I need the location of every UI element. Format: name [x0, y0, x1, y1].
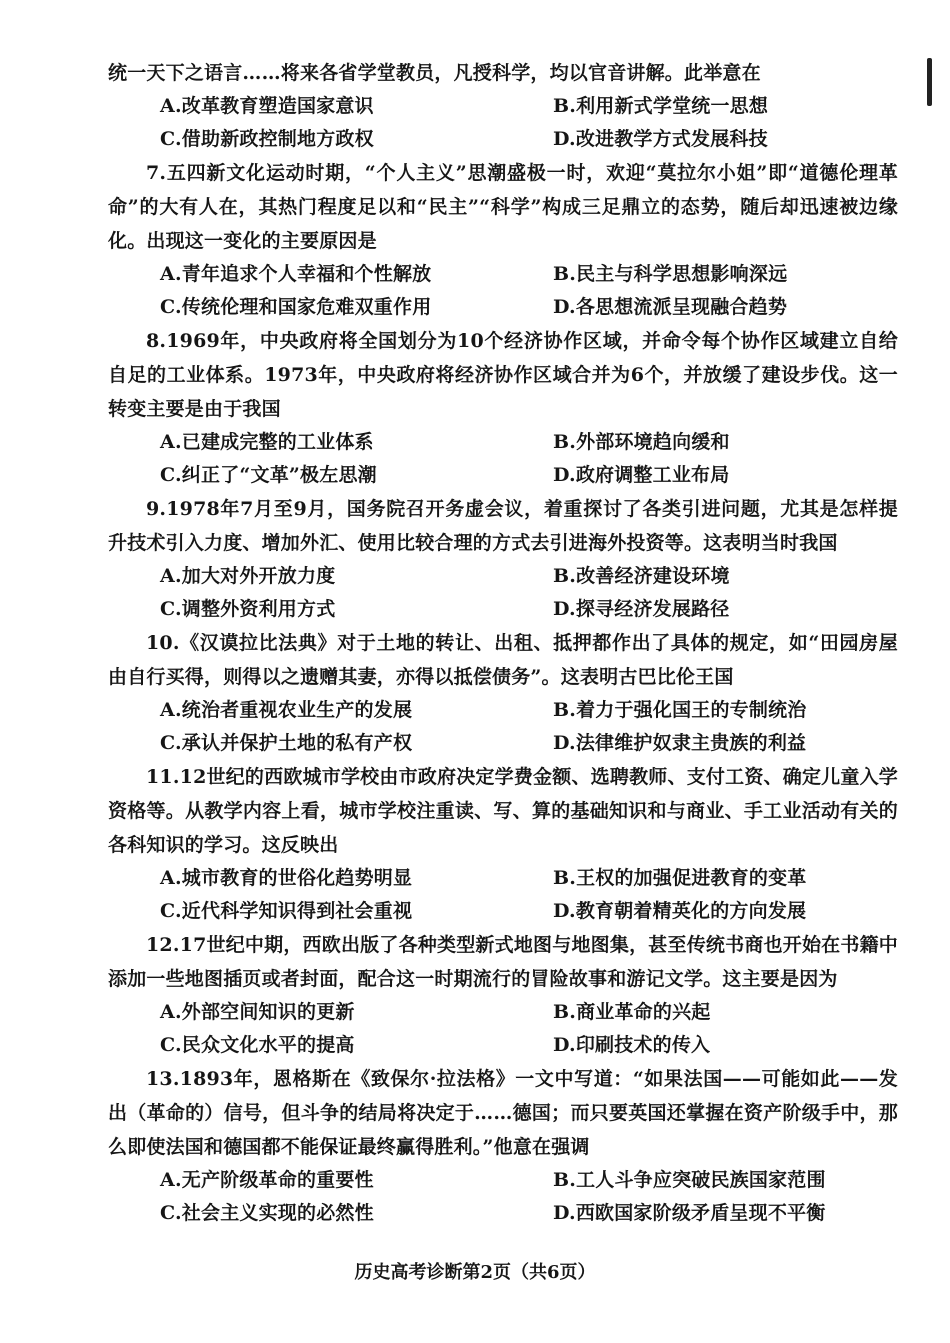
option-d: D.印刷技术的传入 [553, 1034, 711, 1056]
question-stem: 7.五四新文化运动时期，“个人主义”思潮盛极一时，欢迎“莫拉尔小姐”即“道德伦理革命”的大有人在，其热门程度足以和“民主”“科学”构成三足鼎立的态势，随后却迅速被边缘化。出现这一变化的主要原因是 [108, 162, 898, 252]
question-12 [108, 928, 898, 1062]
page-footer: 历史高考诊断第2页（共6页） [354, 1262, 596, 1283]
question-content [108, 56, 898, 1230]
question-stem: 11.12世纪的西欧城市学校由市政府决定学费金额、选聘教师、支付工资、确定儿童入学资格等。从教学内容上看，城市学校注重读、写、算的基础知识和与商业、手工业活动有关的各科知识的学习。这反映出 [108, 766, 898, 856]
option-d: D.各思想流派呈现融合趋势 [553, 296, 788, 318]
option-a: A.改革教育塑造国家意识 [160, 95, 374, 117]
question-10 [108, 626, 898, 760]
option-d: D.教育朝着精英化的方向发展 [553, 900, 807, 922]
option-b: B.王权的加强促进教育的变革 [553, 867, 807, 889]
question-13 [108, 1062, 898, 1230]
option-list [108, 560, 898, 626]
question-9 [108, 492, 898, 626]
option-a: A.加大对外开放力度 [160, 565, 336, 587]
question-7 [108, 156, 898, 324]
option-d: D.探寻经济发展路径 [553, 598, 730, 620]
option-b: B.工人斗争应突破民族国家范围 [553, 1169, 826, 1191]
question-8 [108, 324, 898, 492]
option-list [108, 694, 898, 760]
option-list [108, 426, 898, 492]
question-stem: 13.1893年，恩格斯在《致保尔·拉法格》一文中写道：“如果法国——可能如此——发出（革命的）信号，但斗争的结局将决定于……德国；而只要英国还掌握在资产阶级手中，那么即使法国和德国都不能保证最终赢得胜利。”他意在强调 [108, 1068, 898, 1158]
option-d: D.西欧国家阶级矛盾呈现不平衡 [553, 1202, 826, 1224]
question-stem: 统一天下之语言……将来各省学堂教员，凡授科学，均以官音讲解。此举意在 [108, 62, 761, 84]
option-b: B.利用新式学堂统一思想 [553, 95, 769, 117]
option-c: C.调整外资利用方式 [160, 598, 336, 620]
option-c: C.传统伦理和国家危难双重作用 [160, 296, 432, 318]
option-c: C.民众文化水平的提高 [160, 1034, 355, 1056]
option-c: C.近代科学知识得到社会重视 [160, 900, 413, 922]
option-b: B.民主与科学思想影响深远 [553, 263, 788, 285]
scan-edge-mark [927, 58, 932, 106]
option-d: D.政府调整工业布局 [553, 464, 730, 486]
option-list [108, 90, 898, 156]
question-11 [108, 760, 898, 928]
option-b: B.外部环境趋向缓和 [553, 431, 730, 453]
option-a: A.外部空间知识的更新 [160, 1001, 355, 1023]
option-a: A.无产阶级革命的重要性 [160, 1169, 374, 1191]
question-6-continuation [108, 56, 898, 156]
question-stem: 12.17世纪中期，西欧出版了各种类型新式地图与地图集，甚至传统书商也开始在书籍中添加一些地图插页或者封面，配合这一时期流行的冒险故事和游记文学。这主要是因为 [108, 934, 898, 990]
option-c: C.社会主义实现的必然性 [160, 1202, 374, 1224]
option-a: A.城市教育的世俗化趋势明显 [160, 867, 413, 889]
question-stem: 9.1978年7月至9月，国务院召开务虚会议，着重探讨了各类引进问题，尤其是怎样提升技术引入力度、增加外汇、使用比较合理的方式去引进海外投资等。这表明当时我国 [108, 498, 898, 554]
option-c: C.借助新政控制地方政权 [160, 128, 374, 150]
option-a: A.统治者重视农业生产的发展 [160, 699, 413, 721]
option-a: A.已建成完整的工业体系 [160, 431, 374, 453]
option-list [108, 996, 898, 1062]
option-c: C.纠正了“文革”极左思潮 [160, 464, 377, 486]
question-stem: 10.《汉谟拉比法典》对于土地的转让、出租、抵押都作出了具体的规定，如“田园房屋由自行买得，则得以之遗赠其妻，亦得以抵偿债务”。这表明古巴比伦王国 [108, 632, 898, 688]
option-c: C.承认并保护土地的私有产权 [160, 732, 413, 754]
option-a: A.青年追求个人幸福和个性解放 [160, 263, 432, 285]
option-list [108, 258, 898, 324]
question-stem: 8.1969年，中央政府将全国划分为10个经济协作区域，并命令每个协作区域建立自给自足的工业体系。1973年，中央政府将经济协作区域合并为6个，并放缓了建设步伐。这一转变主要是由于我国 [108, 330, 898, 420]
option-d: D.法律维护奴隶主贵族的利益 [553, 732, 807, 754]
option-list [108, 862, 898, 928]
option-b: B.着力于强化国王的专制统治 [553, 699, 807, 721]
option-b: B.商业革命的兴起 [553, 1001, 711, 1023]
option-d: D.改进教学方式发展科技 [553, 128, 768, 150]
option-b: B.改善经济建设环境 [553, 565, 730, 587]
option-list [108, 1164, 898, 1230]
